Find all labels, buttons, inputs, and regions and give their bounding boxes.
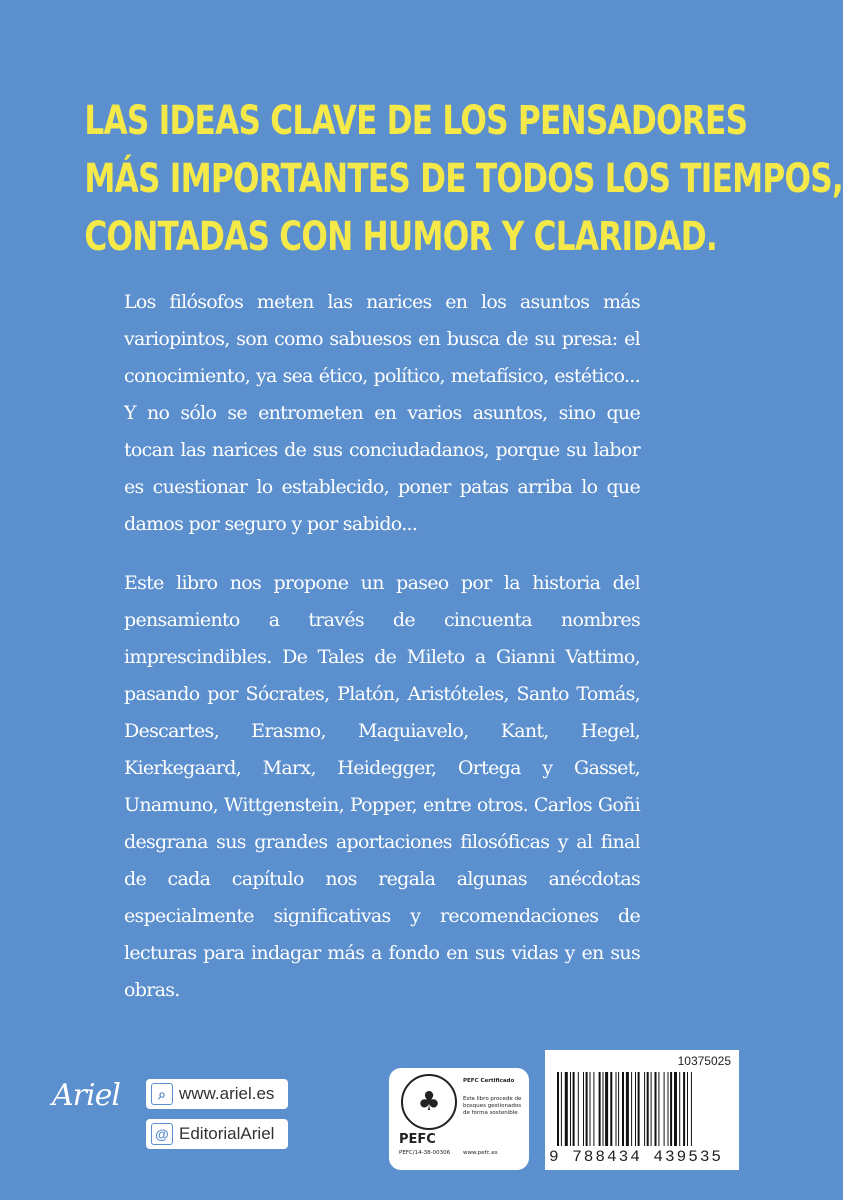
barcode-bar	[605, 1072, 608, 1146]
publisher-logo: Ariel	[52, 1078, 120, 1113]
search-icon: ⌕	[151, 1083, 173, 1105]
barcode-bar	[687, 1072, 688, 1146]
barcode-bars	[557, 1072, 729, 1146]
barcode-bar	[626, 1072, 629, 1146]
barcode-bar	[610, 1072, 612, 1146]
barcode-bar	[631, 1072, 632, 1146]
at-icon: @	[151, 1123, 173, 1145]
pefc-label: PEFC	[399, 1132, 436, 1147]
barcode-bar	[593, 1072, 594, 1146]
barcode-bar	[583, 1072, 584, 1146]
pefc-web: www.pefc.es	[463, 1150, 498, 1156]
headline-line: MÁS IMPORTANTES DE TODOS LOS TIEMPOS,	[84, 156, 843, 202]
pefc-text: Este libro procede de bosques gestionados de forma sostenible	[463, 1096, 522, 1116]
barcode-bar	[590, 1072, 591, 1146]
barcode-bar	[570, 1072, 571, 1146]
synopsis-paragraph: Este libro nos propone un paseo por la historia del pensamiento a través de cincuenta nombres imprescindibles. De Tales de Mileto a Gianni Vattimo, pasando por Sócrates, Platón, Aristóteles, Santo Tomás, Descartes, Erasmo, Maquiavelo, Kant, Hegel, Kierkegaard, Marx, Heidegger, Ortega y Gasset, Unamuno, Wittgenstein, Popper, entre otros. Carlos Goñi desgrana sus grandes aportaciones filosóficas y al final de cada capítulo nos regala algunas anécdotas especialmente significativas y recomendaciones de lecturas para indagar más a fondo en sus vidas y en sus obras.	[124, 572, 640, 1001]
synopsis-paragraph: Los filósofos meten las narices en los asuntos más variopintos, son como sabuesos en busca de su presa: el conocimiento, ya sea ético, político, metafísico, estético... Y no sólo se entrometen en varios asuntos, sino que tocan las narices de sus conciudadanos, porque su labor es cuestionar lo establecido, poner patas arriba lo que damos por seguro y por sabido...	[124, 291, 640, 535]
website-label: www.ariel.es	[179, 1084, 275, 1103]
social-link[interactable]	[146, 1119, 288, 1149]
barcode-bar	[586, 1072, 588, 1146]
barcode-bar	[658, 1072, 659, 1146]
barcode-bar	[578, 1072, 579, 1146]
barcode-bar	[557, 1072, 559, 1146]
barcode-bar	[565, 1072, 568, 1146]
headline-line: LAS IDEAS CLAVE DE LOS PENSADORES	[84, 98, 748, 144]
barcode-bar	[616, 1072, 617, 1146]
barcode-bar	[599, 1072, 601, 1146]
barcode-bar	[683, 1072, 685, 1146]
barcode-bar	[651, 1072, 652, 1146]
barcode-bar	[573, 1072, 575, 1146]
headline-line: CONTADAS CON HUMOR Y CLARIDAD.	[84, 214, 717, 260]
barcode	[545, 1050, 739, 1170]
barcode-bar	[603, 1072, 604, 1146]
barcode-bar	[670, 1072, 672, 1146]
barcode-bar	[622, 1072, 624, 1146]
synopsis	[124, 284, 640, 1031]
pefc-certified: PEFC Certificado	[463, 1078, 515, 1084]
barcode-bar	[638, 1072, 640, 1146]
isbn-number: 9 788434 439535	[549, 1148, 724, 1166]
pefc-tree-icon: ♣	[401, 1074, 457, 1130]
barcode-bar	[655, 1072, 657, 1146]
barcode-bar	[679, 1072, 680, 1146]
pefc-certification	[389, 1068, 529, 1170]
barcode-bar	[647, 1072, 649, 1146]
barcode-bar	[635, 1072, 636, 1146]
pefc-code: PEFC/14-38-00306	[399, 1150, 451, 1156]
barcode-bar	[561, 1072, 562, 1146]
social-label: EditorialAriel	[179, 1124, 275, 1143]
barcode-top-number: 10375025	[677, 1054, 731, 1068]
barcode-bar	[644, 1072, 645, 1146]
website-link[interactable]	[146, 1079, 288, 1109]
barcode-bar	[674, 1072, 677, 1146]
barcode-bar	[691, 1072, 692, 1146]
barcode-bar	[668, 1072, 669, 1146]
barcode-bar	[664, 1072, 665, 1146]
barcode-bar	[618, 1072, 619, 1146]
headline	[84, 92, 843, 266]
